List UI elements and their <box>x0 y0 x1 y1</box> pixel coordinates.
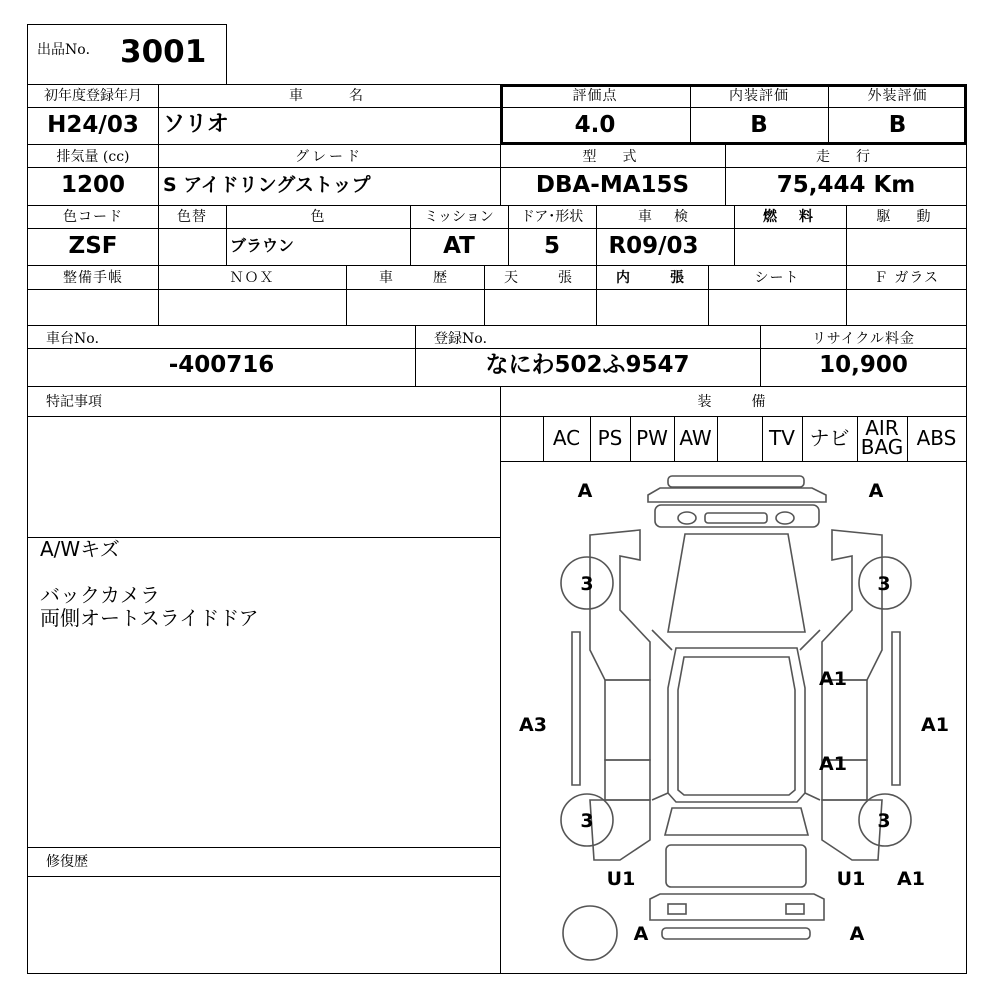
color-change-label: 色替 <box>177 209 207 225</box>
history-label: 車 歴 <box>379 270 451 286</box>
damage-front-left-bumper: A <box>577 480 593 502</box>
chassis-label: 車台No． <box>46 331 109 347</box>
remarks-line-1: A/Wキズ <box>40 537 120 561</box>
doors-label: ドア･形状 <box>520 209 584 225</box>
damage-right-rear-door: A1 <box>819 753 847 775</box>
maintenance-book-label: 整備手帳 <box>63 270 123 286</box>
equipment-tv: TV <box>769 426 795 450</box>
damage-right-side: A1 <box>921 714 949 736</box>
displacement-label: 排気量 (cc) <box>56 149 130 165</box>
displacement-value: 1200 <box>60 172 125 198</box>
mileage-value: 75,444 Km <box>776 172 916 198</box>
remarks-line-4: 両側オートスライドドア <box>40 606 259 630</box>
nox-label: ＮＯＸ <box>229 270 275 286</box>
mileage-label: 走 行 <box>816 149 876 165</box>
color-label: 色 <box>310 209 326 225</box>
first-reg-label: 初年度登録年月 <box>44 88 142 104</box>
first-reg-value: H24/03 <box>47 112 139 138</box>
recycle-value: 10,900 <box>819 352 908 378</box>
front-glass-label: Ｆ ガラス <box>873 270 940 286</box>
registration-label: 登録No． <box>434 331 497 347</box>
damage-front-left-wheel: 3 <box>580 573 594 595</box>
score-value: 4.0 <box>574 112 616 138</box>
model-value: DBA-MA15S <box>535 172 690 198</box>
exterior-value: B <box>888 112 907 138</box>
interior-trim-label: 内 張 <box>616 270 688 286</box>
model-label: 型 式 <box>582 149 643 165</box>
score-label: 評価点 <box>572 88 618 104</box>
damage-front-right-bumper: A <box>868 480 884 502</box>
equipment-ac: AC <box>552 426 581 450</box>
interior-value: B <box>750 112 768 138</box>
damage-rear-left-bumper: A <box>633 923 649 945</box>
car-name-label: 車 名 <box>289 88 369 104</box>
exterior-label: 外装評価 <box>867 88 928 104</box>
car-name-value: ソリオ <box>163 112 229 137</box>
grade-value: S アイドリングストップ <box>163 174 371 196</box>
headliner-label: 天 張 <box>504 270 576 286</box>
damage-rear-right-wheel: 3 <box>877 810 891 832</box>
lot-number-label: 出品No． <box>37 42 100 58</box>
fuel-label: 燃 料 <box>763 209 817 225</box>
color-code-value: ZSF <box>68 233 118 259</box>
equipment-abs: ABS <box>916 426 957 450</box>
equipment-navi: ナビ <box>809 426 850 450</box>
equipment-ps: PS <box>597 426 623 450</box>
grade-label: グレード <box>295 149 363 165</box>
recycle-label: リサイクル料金 <box>811 331 916 347</box>
color-value: ブラウン <box>230 236 295 255</box>
damage-left-side: A3 <box>519 714 547 736</box>
equipment-label: 装 備 <box>697 394 770 410</box>
interior-label: 内装評価 <box>729 88 789 104</box>
damage-rear-left-wheel: 3 <box>580 810 594 832</box>
damage-front-right-wheel: 3 <box>877 573 891 595</box>
equipment-pw: PW <box>636 426 668 450</box>
equipment-airbag: AIR BAG <box>860 416 904 459</box>
doors-value: 5 <box>543 233 560 259</box>
repair-history-label: 修復歴 <box>46 854 88 870</box>
remarks-label: 特記事項 <box>46 394 102 410</box>
transmission-value: AT <box>443 233 475 259</box>
drive-label: 駆 動 <box>876 209 937 225</box>
registration-value: なにわ502ふ9547 <box>485 352 690 378</box>
damage-rear-right-bumper: A <box>849 923 865 945</box>
lot-number-value: 3001 <box>120 34 207 70</box>
equipment-aw: AW <box>679 426 712 450</box>
inspection-value: R09/03 <box>608 233 699 259</box>
color-code-label: 色コード <box>63 209 123 225</box>
damage-rear-left-quarter: U1 <box>606 868 636 890</box>
damage-rear-right-quarter: U1 <box>836 868 866 890</box>
transmission-label: ミッション <box>424 209 494 225</box>
seat-label: シート <box>754 270 800 286</box>
damage-rear-right-corner: A1 <box>897 868 925 890</box>
inspection-label: 車 検 <box>638 209 692 225</box>
chassis-value: -400716 <box>168 352 275 378</box>
damage-right-front-door: A1 <box>819 668 847 690</box>
remarks-line-3: バックカメラ <box>40 583 160 607</box>
